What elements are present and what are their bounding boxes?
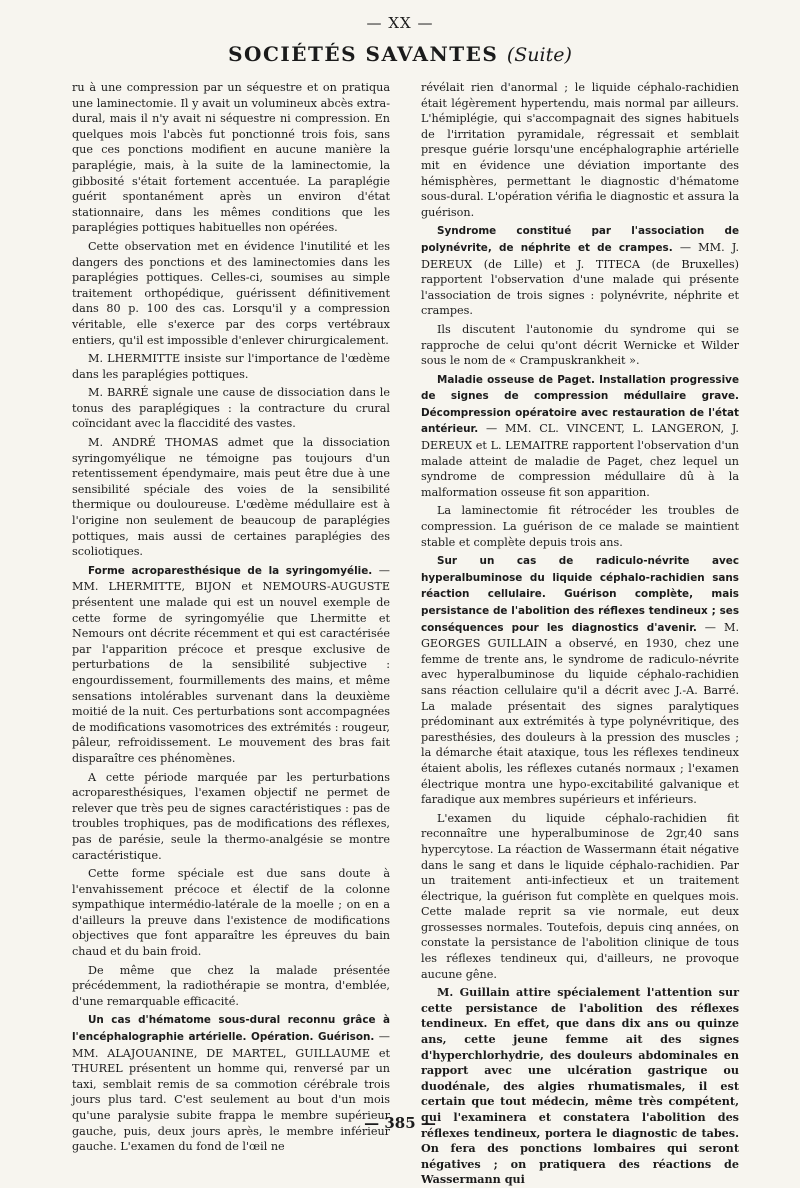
page-number: — 385 — — [364, 1114, 436, 1132]
paragraph — [72, 1012, 390, 1154]
paragraph: De même que chez la malade présentée précédemment, la radiothérapie se montra, d'emblée, d'une remarquable efficacité. — [72, 963, 390, 1008]
roman-page-number: — XX — — [366, 14, 434, 32]
section-heading — [0, 42, 800, 66]
right-column — [421, 80, 740, 1187]
paragraph: L'examen du liquide céphalo-rachidien fit reconnaître une hyperalbuminose de 2gr,40 sans hypercytose. La réaction de Wassermann était négative dans le sang et dans le liquide céphalo-rachidien. Par un traitement anti-infectieux et un traitement électrique, la guérison fut complète en quelques mois. Cette malade reprit sa vie normale, eut deux grossesses normales. Toutefois, depuis cinq années, on constate la persistance de l'abolition clinique de tous les réflexes tendineux qui, d'ailleurs, ne provoque aucune gêne. — [421, 811, 739, 981]
paragraph-heading: Sur un cas de radiculo-névrite avec hyperalbuminose du liquide céphalo-rachidien sans réaction cellulaire. Guérison complète, mais persistance de l'abolition des réflexes tendineux ; ses conséquences pour les diagnostics d'avenir. — [421, 555, 739, 634]
paragraph-heading: Syndrome constitué par l'association de polynévrite, de néphrite et de crampes. — [421, 225, 739, 254]
paragraph: M. ANDRÉ THOMAS admet que la dissociation syringomyélique ne témoigne pas toujours d'un retentissement épendymaire, mais peut être due à une sensibilité spéciale des voies de la sensibilité thermique ou douloureuse. L'œdème médullaire est à l'origine non seulement de beaucoup de paraplégies pottiques, mais aussi de certaines paraplégies des scoliotiques. — [72, 436, 390, 559]
paragraph: Cette observation met en évidence l'inutilité et les dangers des ponctions et des laminectomies dans les paraplégies pottiques. Celles-ci, soumises au simple traitement orthopédique, guérissent définitivement dans 80 p. 100 des cas. Lorsqu'il y a compression véritable, elle s'exerce par des corps vertébraux entiers, qu'il est impossible d'enlever chirurgicalement. — [72, 239, 390, 347]
paragraph: M. BARRÉ signale une cause de dissociation dans le tonus des paraplégiques : la contracture du crural coïncidant avec la flaccidité des vastes. — [72, 386, 390, 431]
paragraph: Ils discutent l'autonomie du syndrome qui se rapproche de celui qu'ont décrit Wernicke et Wilder sous le nom de « Crampuskrankheit ». — [421, 322, 739, 368]
section-title: SOCIÉTÉS SAVANTES — [228, 42, 499, 66]
paragraph-body: — MM. LHERMITTE, BIJON et NEMOURS-AUGUSTE présentent une malade qui est un nouvel exemple de cette forme de syringomyélie que Lhermitte et Nemours ont décrite récemment et qui est caractérisée par l'apparition précoce et presque exclusive de perturbations de la sensibilité subjective : engourdissement, fourmillements des mains, et même sensations intolérables survenant dans la deuxième moitié de la nuit. Ces perturbations sont accompagnées de modifications vasomotrices des extrémités : rougeur, pâleur, refroidissement. Le mouvement des bras fait disparaître ces phénomènes. — [72, 563, 390, 765]
paragraph: M. Guillain attire spécialement l'attention sur cette persistance de l'abolition des réflexes tendineux. En effet, que dans dix ans ou quinze ans, cette jeune femme ait des signes d'hyperchlorhydrie, des douleurs abdominales en rapport avec une ulcération gastrique ou duodénale, des algies rhumatismales, il est certain que tout médecin, même très compétent, qui l'examinera et constatera l'abolition des réflexes tendineux, portera le diagnostic de tabes. On fera des ponctions lombaires qui seront négatives ; on pratiquera des réactions de Wassermann qui — [421, 985, 739, 1187]
paragraph: Cette forme spéciale est due sans doute à l'envahissement précoce et électif de la colonne sympathique intermédio-latérale de la moelle ; on en a d'ailleurs la preuve dans l'existence de modifications objectives que font apparaître les épreuves du bain chaud et du bain froid. — [72, 867, 390, 959]
paragraph: M. LHERMITTE insiste sur l'importance de l'œdème dans les paraplégies pottiques. — [72, 352, 390, 381]
paragraph: ru à une compression par un séquestre et on pratiqua une laminectomie. Il y avait un volumineux abcès extra-dural, mais il n'y avait ni séquestre ni compression. En quelques mois l'abcès fut ponctionné trois fois, sans que ces ponctions modifient en aucune manière la paraplégie, mais, à la suite de la laminectomie, la gibbosité s'était fortement accentuée. La paraplégie guérit spontanément après un environ d'état stationnaire, dans les mêmes conditions que les paraplégies pottiques habituelles non opérées. — [72, 81, 390, 235]
paragraph — [421, 372, 739, 501]
paragraph-body: — M. GEORGES GUILLAIN a observé, en 1930, chez une femme de trente ans, le syndrome de radiculo-névrite avec hyperalbuminose du liquide céphalo-rachidien sans réaction cellulaire qu'il a décrit avec J.-A. Barré. La malade présentait des signes paralytiques prédominant aux extrémités à type polynévritique, des paresthésies, des douleurs à la pression des muscles ; la démarche était ataxique, tous les réflexes tendineux étaient abolis, les réflexes cutanés normaux ; l'examen électrique montra une hypo-excitabilité galvanique et faradique aux membres supérieurs et inférieurs. — [421, 620, 740, 807]
paragraph-body: — MM. J. DEREUX (de Lille) et J. TITECA (de Bruxelles) rapportent l'observation d'une malade qui présente l'association de trois signes : polynévrite, néphrite et crampes. — [421, 240, 739, 318]
paragraph — [421, 223, 739, 319]
paragraph-heading: Maladie osseuse de Paget. Installation progressive de signes de compression médullaire grave. Décompression opératoire avec restauration de l'état antérieur. — [421, 373, 739, 436]
paragraph-body: — MM. CL. VINCENT, L. LANGERON, J. DEREUX et L. LEMAITRE rapportent l'observation d'un malade atteint de maladie de Paget, chez lequel un syndrome de compression médullaire dû à la malformation osseuse fit son apparition. — [421, 422, 739, 499]
paragraph — [421, 553, 739, 808]
paragraph-heading: Forme acroparesthésique de la syringomyélie. — [88, 564, 373, 577]
paragraph: La laminectomie fit rétrocéder les troubles de compression. La guérison de ce malade se maintient stable et complète depuis trois ans. — [421, 504, 739, 549]
section-suffix: (Suite) — [506, 44, 572, 66]
paragraph-heading: Un cas d'hématome sous-dural reconnu grâce à l'encéphalographie artérielle. Opération. Guérison. — [72, 1014, 390, 1044]
paragraph: A cette période marquée par les perturbations acroparesthésiques, l'examen objectif ne permet de relever que très peu de signes caractéristiques : pas de troubles trophiques, pas de modifications des réflexes, pas de parésie, seule la thermo-analgésie se montre caractéristique. — [72, 770, 390, 862]
paragraph — [72, 563, 390, 767]
paragraph-body: — MM. ALAJOUANINE, DE MARTEL, GUILLAUME et THUREL présentent un homme qui, renversé par un taxi, semblait remis de sa commotion cérébrale trois jours plus tard. C'est seulement au bout d'un mois qu'une paralysie subite frappa le membre supérieur gauche, puis, deux jours après, le membre inférieur gauche. L'examen du fond de l'œil ne — [72, 1030, 390, 1154]
paragraph: révélait rien d'anormal ; le liquide céphalo-rachidien était légèrement hypertendu, mais normal par ailleurs. L'hémiplégie, qui s'accompagnait des signes habituels de l'irritation pyramidale, régressait et semblait presque guérie lorsqu'une encéphalographie artérielle mit en évidence une déviation importante des hémisphères, permettant le diagnostic d'hématome sous-dural. L'opération vérifia le diagnostic et assura la guérison. — [421, 81, 739, 219]
left-column — [72, 80, 390, 1154]
